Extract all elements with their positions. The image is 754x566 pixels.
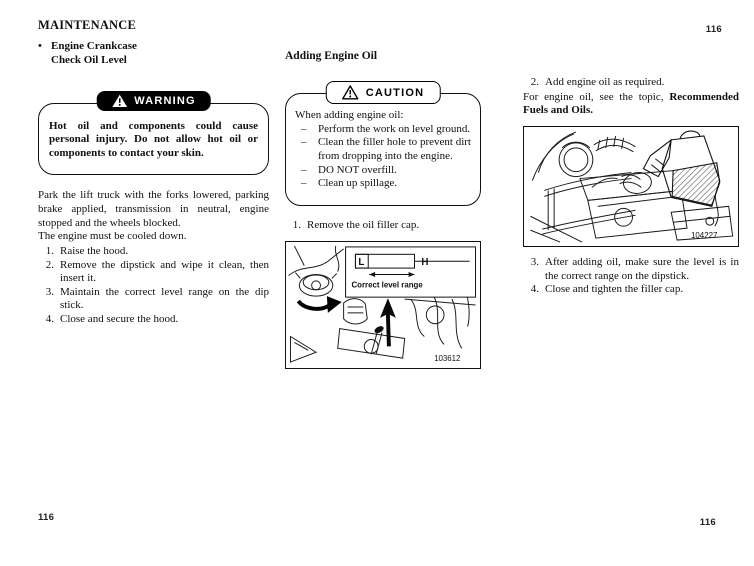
- step-item: [523, 283, 739, 297]
- intro-paragraph: Park the lift truck with the forks lowered, parking brake applied, transmission in neutral, engine stopped and the wheels blocked.: [38, 189, 269, 229]
- step-text: Raise the hood.: [60, 244, 129, 257]
- caution-item-text: Perform the work on level ground.: [318, 122, 471, 135]
- step-text: Remove the oil filler cap.: [307, 218, 420, 231]
- step-text: Add engine oil as required.: [545, 76, 665, 88]
- dash-marker: –: [301, 136, 307, 149]
- fuels-oils-note: [523, 91, 739, 118]
- level-range-caption: Correct level range: [351, 280, 423, 290]
- step-number: 2.: [530, 76, 539, 88]
- oil-pouring-figure: [523, 126, 739, 247]
- middle-column: [285, 50, 481, 369]
- dash-gap: [310, 177, 318, 191]
- step-item: [38, 286, 269, 313]
- caution-intro: When adding engine oil:: [295, 109, 404, 121]
- step-item: [523, 76, 739, 90]
- right-column: [523, 76, 739, 297]
- step-text: After adding oil, make sure the level is in the correct range on the dipstick.: [545, 255, 739, 282]
- topic-heading: [38, 40, 269, 68]
- warning-label-text: WARNING: [134, 94, 196, 107]
- dash-marker: –: [301, 163, 307, 176]
- step-item: [523, 256, 739, 283]
- topic-text: [51, 40, 137, 68]
- caution-item-text: Clean up spillage.: [318, 177, 398, 190]
- caution-label: [326, 81, 441, 104]
- left-column: [38, 18, 269, 327]
- step-text: Close and tighten the filler cap.: [545, 283, 684, 296]
- engine-dipstick-diagram: [286, 242, 480, 368]
- note-bold-reference: Recommended Fuels and Oils.: [523, 90, 739, 117]
- oil-pouring-diagram: [524, 127, 738, 246]
- page-title: MAINTENANCE: [38, 18, 137, 32]
- check-oil-steps: [38, 245, 269, 327]
- step-number: 2.: [45, 258, 54, 271]
- page-number-bottom-right: 116: [699, 517, 716, 528]
- step-item: [38, 245, 269, 259]
- step-number: 3.: [530, 255, 539, 268]
- step-text: Close and secure the hood.: [60, 313, 179, 325]
- caution-item: [295, 164, 471, 178]
- caution-label-text: CAUTION: [365, 86, 425, 99]
- topic-line2: Check Oil Level: [51, 53, 127, 66]
- caution-item-text: Clean the filler hole to prevent dirt from dropping into the engine.: [318, 136, 471, 162]
- dash-marker: –: [301, 122, 307, 135]
- step-number: 4.: [530, 283, 539, 296]
- step-item: [38, 259, 269, 286]
- bullet-marker: •: [38, 40, 42, 52]
- topic-line1: Engine Crankcase: [51, 40, 137, 52]
- step-text: Maintain the correct level range on the dip stick.: [60, 285, 269, 312]
- caution-text: [286, 94, 480, 205]
- warning-text: Hot oil and components could cause personal injury. Do not allow hot oil or components to contact your skin.: [49, 119, 258, 159]
- step-number: 4.: [45, 313, 54, 325]
- warning-box: [38, 94, 269, 176]
- page-number-bottom-left: 116: [38, 512, 55, 523]
- figure-number: 103612: [434, 354, 461, 364]
- caution-item: [295, 123, 471, 137]
- caution-item-text: DO NOT overfill.: [318, 163, 397, 176]
- dash-gap: [310, 164, 318, 178]
- oil-level-figure: [285, 241, 481, 369]
- figure-number: 104227: [690, 230, 718, 240]
- warning-label: [96, 91, 211, 111]
- step-number: 3.: [45, 285, 54, 298]
- dash-marker: –: [301, 177, 307, 190]
- step-text: Remove the dipstick and wipe it clean, then insert it.: [60, 258, 269, 285]
- dash-gap: [310, 136, 318, 163]
- level-low-label: L: [358, 257, 365, 269]
- caution-box: [285, 86, 481, 206]
- caution-item: [295, 136, 471, 163]
- level-high-label: H: [421, 257, 429, 269]
- dash-gap: [310, 123, 318, 137]
- warning-triangle-icon: [111, 94, 127, 108]
- after-adding-steps: [523, 256, 739, 297]
- cooldown-paragraph: The engine must be cooled down.: [38, 230, 187, 243]
- note-plain-text: For engine oil, see the topic,: [523, 90, 670, 103]
- step-number: 1.: [45, 244, 54, 257]
- caution-item: [295, 177, 471, 191]
- step-item: [285, 219, 481, 233]
- adding-oil-heading: Adding Engine Oil: [285, 50, 378, 62]
- page-number-top-right: 116: [705, 24, 722, 35]
- caution-triangle-icon: [342, 85, 359, 100]
- step-item: [38, 313, 269, 327]
- step-number: 1.: [292, 218, 301, 231]
- level-range-inset: [346, 247, 476, 297]
